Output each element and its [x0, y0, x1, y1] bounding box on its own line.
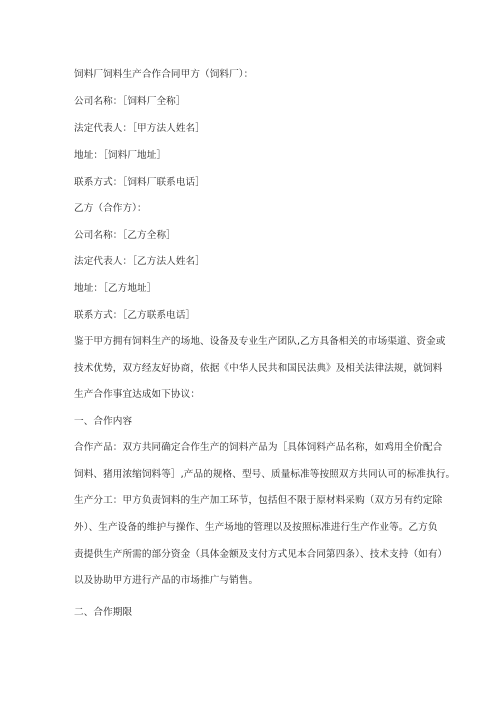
- party-a-representative: 法定代表人：［甲方法人姓名］: [74, 123, 205, 134]
- production-division-line: 以及协助甲方进行产品的市场推广与销售。: [74, 575, 259, 586]
- party-b-representative: 法定代表人：［乙方法人姓名］: [74, 256, 205, 267]
- production-division-line: 外）、生产设备的维护与操作、生产场地的管理以及按照标准进行生产作业等。乙方负: [74, 522, 438, 533]
- preamble-line: 技术优势，双方经友好协商，依据《中华人民共和国民法典》及相关法律法规，就饲料: [74, 363, 443, 374]
- party-a-address: 地址：［饲料厂地址］: [74, 150, 167, 161]
- cooperation-products-line: 饲料、猪用浓缩饲料等］,产品的规格、型号、质量标准等按照双方共同认可的标准执行。: [74, 469, 456, 480]
- production-division-line: 生产分工：甲方负责饲料的生产加工环节，包括但不限于原材料采购（双方另有约定除: [74, 495, 443, 506]
- section-heading-cooperation-period: 二、合作期限: [74, 607, 133, 618]
- party-b-address: 地址：［乙方地址］: [74, 283, 157, 294]
- preamble-line: 生产合作事宜达成如下协议：: [74, 389, 201, 400]
- party-a-contact: 联系方式：［饲料厂联系电话］: [74, 177, 205, 188]
- production-division-line: 责提供生产所需的部分资金（具体金额及支付方式见本合同第四条）、技术支持（如有）: [74, 549, 448, 560]
- preamble-line: 鉴于甲方拥有饲料生产的场地、设备及专业生产团队,乙方具备相关的市场渠道、资金或: [74, 336, 446, 347]
- party-b-company: 公司名称：［乙方全称］: [74, 230, 176, 241]
- party-a-company: 公司名称：［饲料厂全称］: [74, 96, 186, 107]
- party-b-contact: 联系方式：［乙方联系电话］: [74, 310, 196, 321]
- document-title: 饲料厂饲料生产合作合同甲方（饲料厂）：: [74, 69, 254, 80]
- cooperation-products-line: 合作产品：双方共同确定合作生产的饲料产品为［具体饲料产品名称，如鸡用全价配合: [74, 442, 443, 453]
- party-b-heading: 乙方（合作方）：: [74, 203, 147, 214]
- section-heading-cooperation-content: 一、合作内容: [74, 416, 133, 427]
